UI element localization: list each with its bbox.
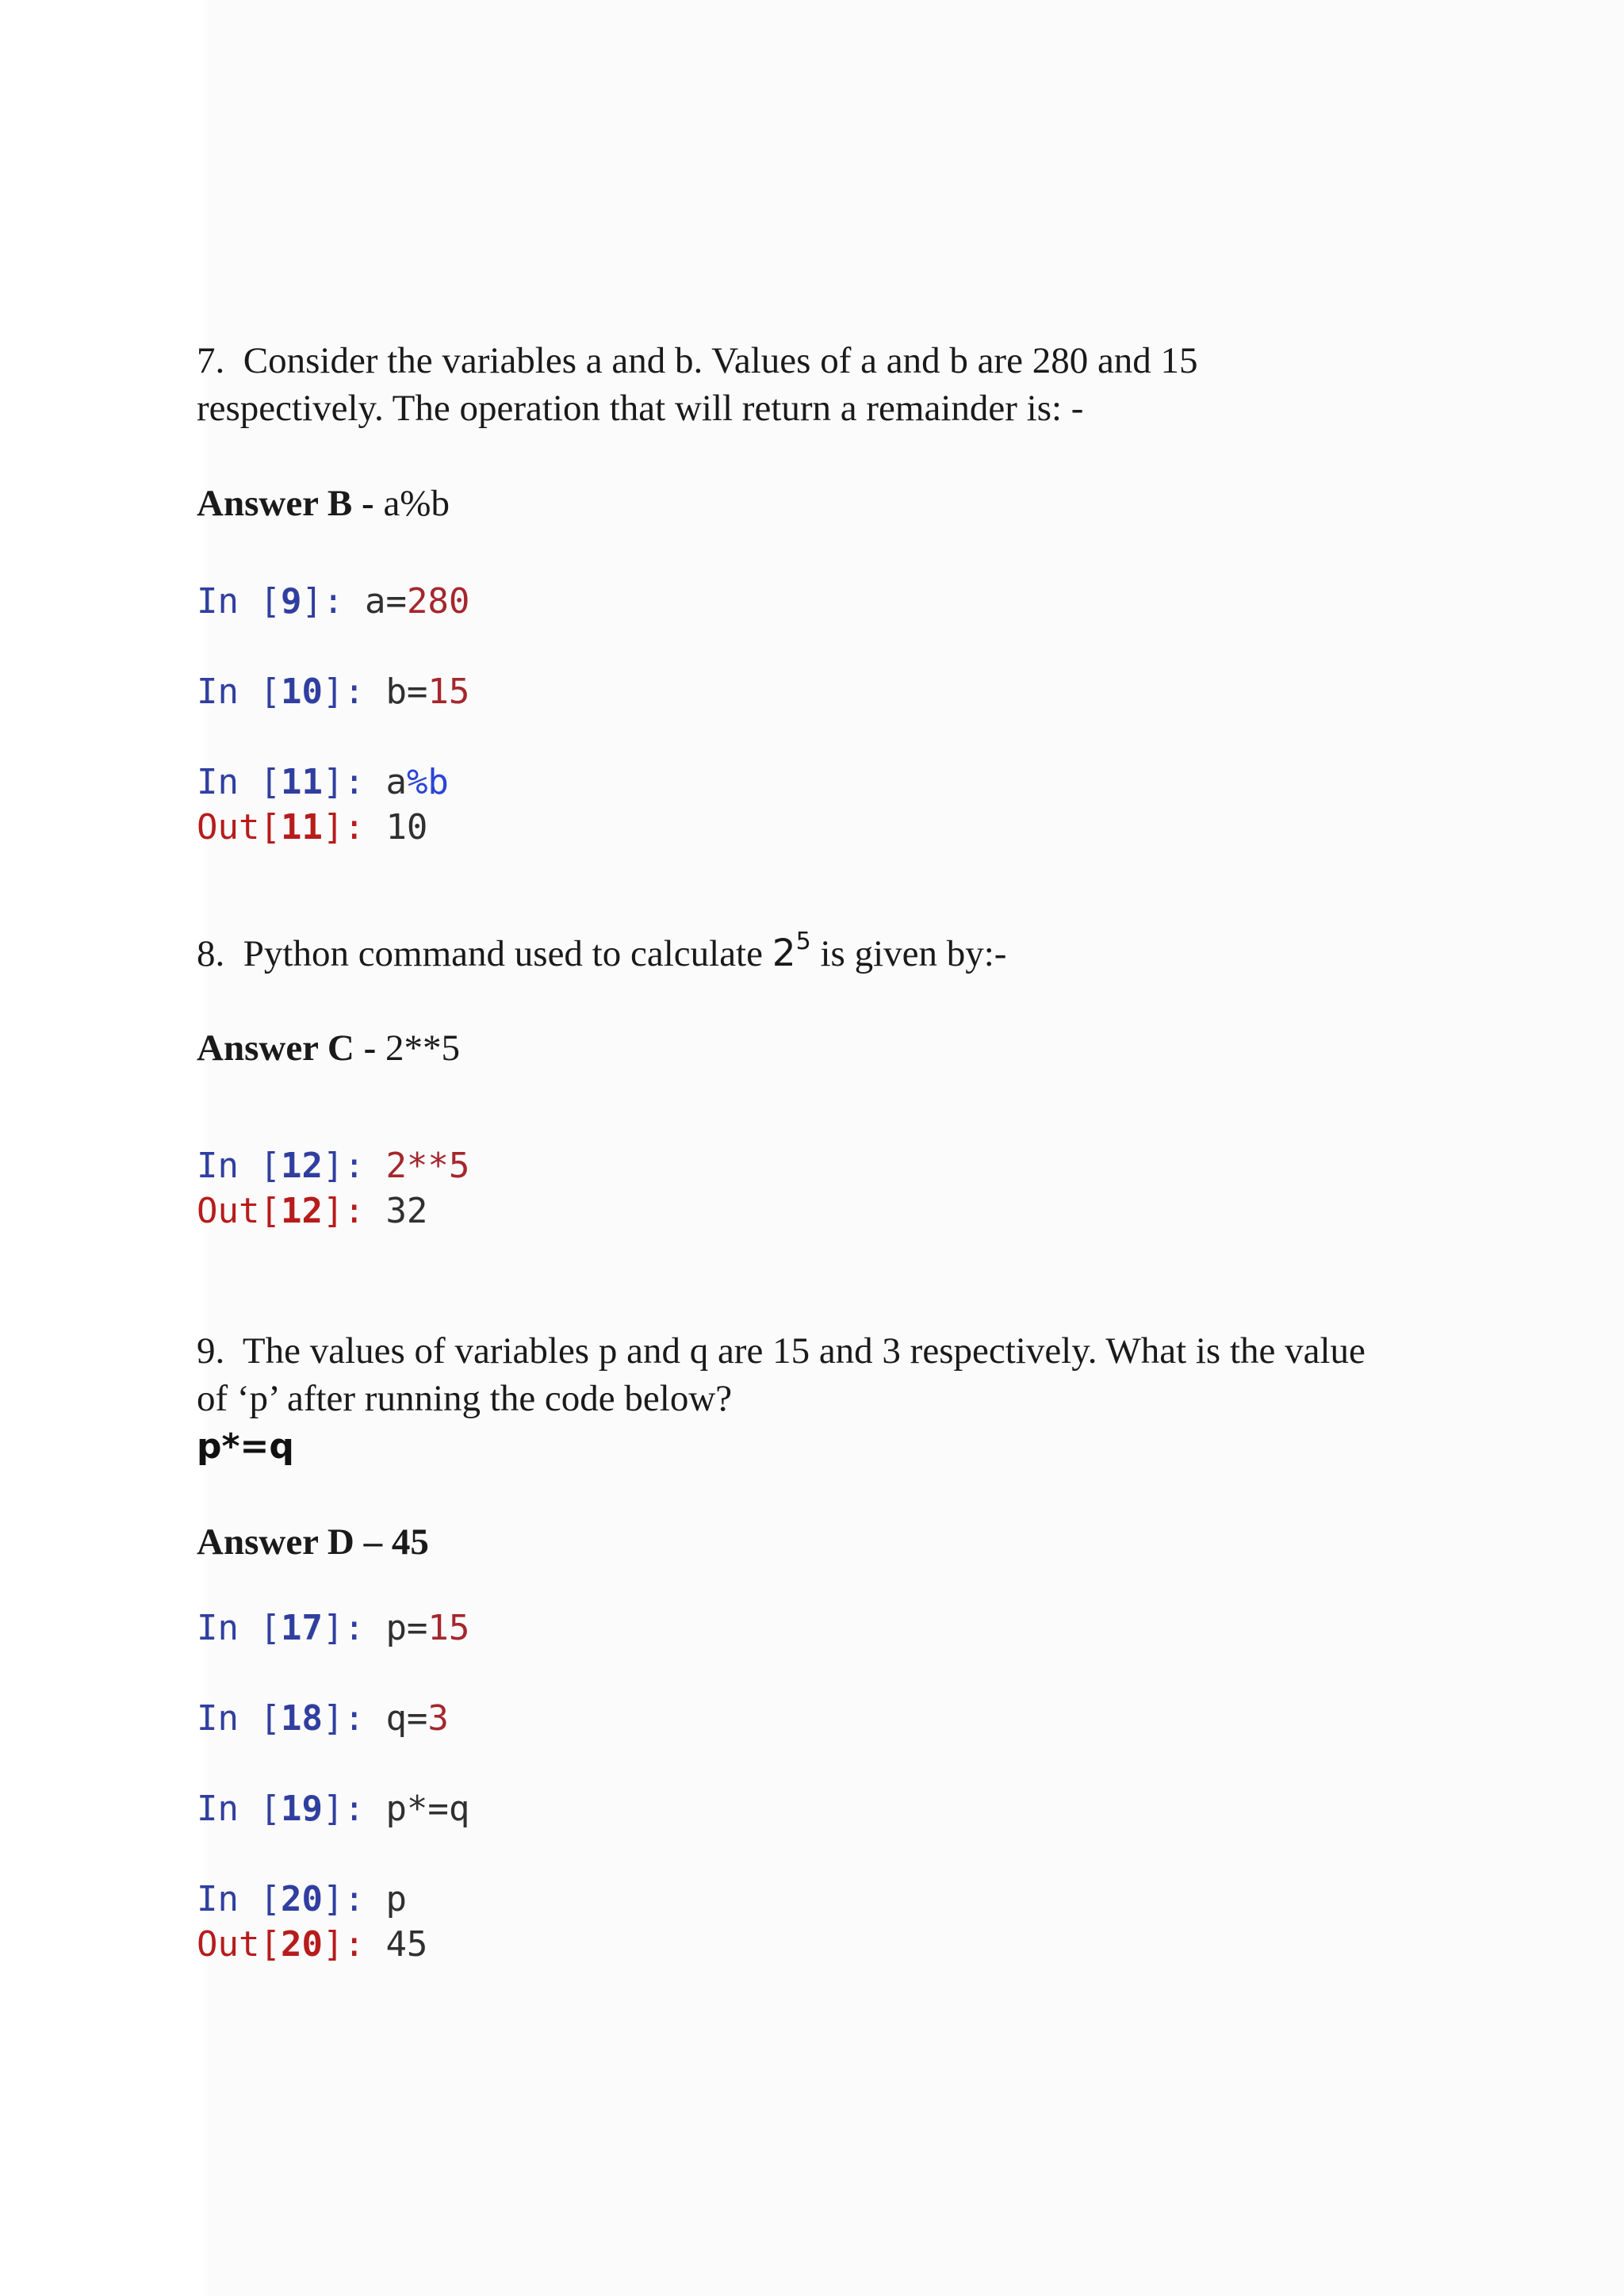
question-line: The values of variables p and q are 15 and 3 respectively. What is the value [242, 1330, 1365, 1372]
code-cell-input: In [18]: q=3 [197, 1698, 449, 1739]
code-cell-input: In [20]: p [197, 1879, 407, 1919]
code-cell-output: Out[11]: 10 [197, 807, 428, 848]
answer-8 [197, 1024, 460, 1072]
question-number: 9. [197, 1330, 225, 1372]
power-base: 2 [772, 932, 796, 975]
answer-value: 2**5 [385, 1027, 461, 1069]
answer-value: a%b [383, 483, 450, 524]
question-number: 8. [197, 933, 225, 974]
code-cell-output: Out[20]: 45 [197, 1924, 428, 1965]
question-7-text [197, 337, 1434, 432]
power-exponent: 5 [795, 928, 811, 956]
code-cell-input: In [9]: a=280 [197, 581, 470, 622]
answer-label: Answer B - [197, 483, 374, 524]
code-cell-input: In [19]: p*=q [197, 1789, 470, 1829]
answer-9 [197, 1518, 429, 1566]
question-9-text [197, 1327, 1434, 1422]
code-cell-output: Out[12]: 32 [197, 1191, 428, 1231]
question-line: of ‘p’ after running the code below? [197, 1378, 733, 1419]
code-cell-input: In [12]: 2**5 [197, 1146, 470, 1186]
question-number: 7. [197, 340, 225, 381]
answer-label: Answer C - [197, 1027, 377, 1069]
question-8-text: 8. Python command used to calculate $2^5$ is given by:- [197, 928, 1007, 975]
code-cell-input: In [17]: p=15 [197, 1608, 470, 1648]
code-cell-input: In [11]: a%b [197, 762, 449, 802]
question-line: respectively. The operation that will return a remainder is: - [197, 388, 1084, 429]
answer-7 [197, 480, 450, 527]
question-code-snippet: p*=q [197, 1426, 294, 1467]
answer-label: Answer D – 45 [197, 1521, 429, 1563]
question-line: Consider the variables a and b. Values of a and b are 280 and 15 [243, 340, 1198, 381]
code-cell-input: In [10]: b=15 [197, 672, 470, 712]
